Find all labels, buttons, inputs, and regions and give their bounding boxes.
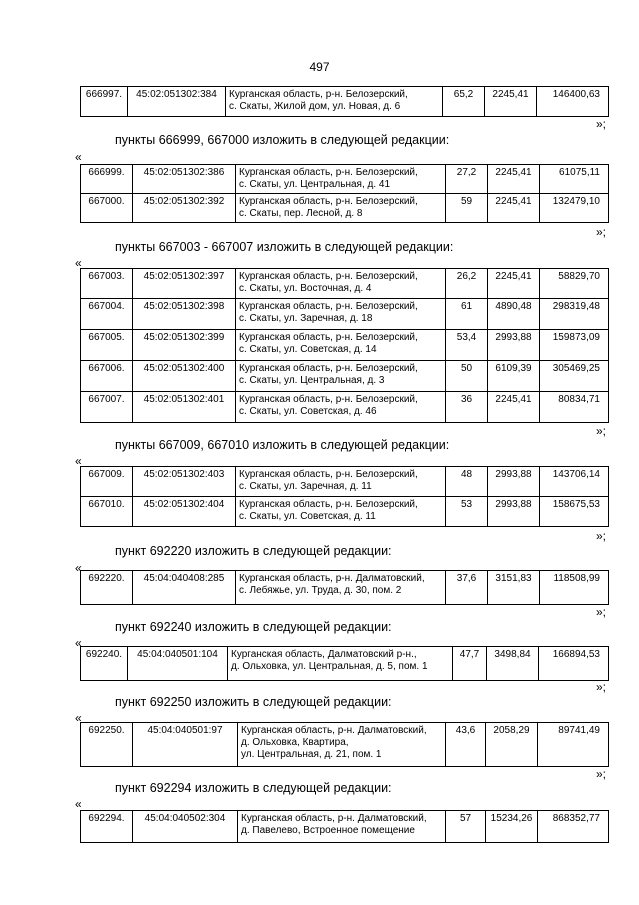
table-row [81, 647, 609, 681]
address-line: с. Скаты, ул. Заречная, д. 18 [239, 313, 373, 324]
item-number-cell: 692240. [81, 647, 128, 681]
total-cell: 118508,99 [540, 571, 609, 605]
cadastral-number-cell: 45:02:051302:397 [133, 269, 236, 299]
item-number-cell: 667003. [81, 269, 133, 299]
opening-quote: « [75, 797, 82, 811]
address-cell [236, 299, 446, 330]
area-cell: 59 [446, 194, 488, 223]
closing-quote: »; [595, 680, 606, 694]
price-cell: 2993,88 [488, 467, 540, 497]
cadastral-number-cell: 45:02:051302:399 [133, 330, 236, 361]
opening-quote: « [75, 454, 82, 468]
cadastral-number-cell: 45:02:051302:386 [133, 165, 236, 194]
table-row [81, 467, 609, 497]
cadastral-number-cell: 45:04:040502:304 [133, 811, 238, 843]
cadastral-number-cell: 45:04:040408:285 [133, 571, 236, 605]
property-table [80, 466, 609, 527]
cadastral-number-cell: 45:02:051302:398 [133, 299, 236, 330]
address-line: с. Скаты, ул. Советская, д. 11 [239, 511, 376, 522]
price-cell: 6109,39 [488, 361, 540, 392]
item-number-cell: 667009. [81, 467, 133, 497]
total-cell: 146400,63 [537, 87, 609, 117]
area-cell: 61 [446, 299, 488, 330]
total-cell: 305469,25 [540, 361, 609, 392]
area-cell: 53,4 [446, 330, 488, 361]
address-line: д. Ольховка, ул. Центральная, д. 5, пом. 1 [231, 661, 428, 672]
address-cell [236, 330, 446, 361]
section-heading: пункты 666999, 667000 изложить в следующей редакции: [115, 133, 450, 147]
address-line: Курганская область, р-н. Белозерский, [239, 196, 418, 207]
property-table [80, 646, 609, 681]
area-cell: 48 [446, 467, 488, 497]
area-cell: 37,6 [446, 571, 488, 605]
address-line: Курганская область, р-н. Далматовский, [241, 813, 427, 824]
price-cell: 15234,26 [486, 811, 538, 843]
address-line: с. Лебяжье, ул. Труда, д. 30, пом. 2 [239, 585, 402, 596]
address-line: Курганская область, р-н. Белозерский, [239, 301, 418, 312]
total-cell: 143706,14 [540, 467, 609, 497]
item-number-cell: 667006. [81, 361, 133, 392]
address-line: д. Павелево, Встроенное помещение [241, 825, 415, 836]
table-row [81, 361, 609, 392]
total-cell: 89741,49 [538, 723, 609, 767]
table-row [81, 299, 609, 330]
area-cell: 27,2 [446, 165, 488, 194]
opening-quote: « [75, 636, 82, 650]
address-cell [238, 811, 446, 843]
address-line: Курганская область, р-н. Белозерский, [239, 332, 418, 343]
area-cell: 53 [446, 497, 488, 527]
cadastral-number-cell: 45:04:040501:104 [128, 647, 228, 681]
section-heading: пункт 692240 изложить в следующей редакции: [115, 620, 392, 634]
cadastral-number-cell: 45:02:051302:400 [133, 361, 236, 392]
total-cell: 166894,53 [539, 647, 609, 681]
address-line: Курганская область, Далматовский р-н., [231, 649, 417, 660]
address-line: с. Скаты, ул. Советская, д. 14 [239, 344, 377, 355]
price-cell: 2058,29 [486, 723, 538, 767]
table-row [81, 330, 609, 361]
section-heading: пункт 692294 изложить в следующей редакции: [115, 781, 392, 795]
item-number-cell: 692294. [81, 811, 133, 843]
address-line: Курганская область, р-н. Белозерский, [239, 167, 418, 178]
section-heading: пункты 667009, 667010 изложить в следующей редакции: [115, 438, 450, 452]
area-cell: 50 [446, 361, 488, 392]
address-line: с. Скаты, ул. Центральная, д. 41 [239, 179, 391, 190]
address-cell [236, 361, 446, 392]
total-cell: 158675,53 [540, 497, 609, 527]
closing-quote: »; [595, 605, 606, 619]
address-line: Курганская область, р-н. Далматовский, [241, 725, 427, 736]
item-number-cell: 666999. [81, 165, 133, 194]
address-line: Курганская область, р-н. Белозерский, [239, 394, 418, 405]
item-number-cell: 667010. [81, 497, 133, 527]
closing-quote: »; [595, 225, 606, 239]
address-line: с. Скаты, пер. Лесной, д. 8 [239, 208, 363, 219]
item-number-cell: 667000. [81, 194, 133, 223]
total-cell: 58829,70 [540, 269, 609, 299]
address-cell [236, 165, 446, 194]
opening-quote: « [75, 256, 82, 270]
address-cell [228, 647, 453, 681]
cadastral-number-cell: 45:02:051302:401 [133, 392, 236, 423]
price-cell: 3151,83 [488, 571, 540, 605]
total-cell: 61075,11 [540, 165, 609, 194]
address-line: с. Скаты, ул. Восточная, д. 4 [239, 283, 372, 294]
cadastral-number-cell: 45:02:051302:384 [128, 87, 226, 117]
closing-quote: »; [595, 424, 606, 438]
price-cell: 2245,41 [488, 392, 540, 423]
item-number-cell: 692220. [81, 571, 133, 605]
address-line: Курганская область, р-н. Белозерский, [239, 499, 418, 510]
price-cell: 2993,88 [488, 497, 540, 527]
table-row [81, 165, 609, 194]
opening-quote: « [75, 150, 82, 164]
address-cell [226, 87, 443, 117]
address-cell [236, 194, 446, 223]
address-cell [236, 467, 446, 497]
address-line: Курганская область, р-н. Белозерский, [239, 469, 418, 480]
cadastral-number-cell: 45:02:051302:404 [133, 497, 236, 527]
total-cell: 159873,09 [540, 330, 609, 361]
cadastral-number-cell: 45:04:040501:97 [133, 723, 238, 767]
property-table [80, 570, 609, 605]
table-row [81, 571, 609, 605]
price-cell: 2245,41 [488, 165, 540, 194]
property-table [80, 164, 609, 223]
address-line: с. Скаты, ул. Центральная, д. 3 [239, 375, 385, 386]
area-cell: 36 [446, 392, 488, 423]
table-row [81, 87, 609, 117]
total-cell: 298319,48 [540, 299, 609, 330]
closing-quote: »; [595, 529, 606, 543]
opening-quote: « [75, 711, 82, 725]
cadastral-number-cell: 45:02:051302:392 [133, 194, 236, 223]
property-table [80, 86, 609, 117]
opening-quote: « [75, 561, 82, 575]
address-line: с. Скаты, ул. Советская, д. 46 [239, 406, 377, 417]
total-cell: 132479,10 [540, 194, 609, 223]
address-line: Курганская область, р-н. Белозерский, [239, 271, 418, 282]
item-number-cell: 667007. [81, 392, 133, 423]
address-line: с. Скаты, Жилой дом, ул. Новая, д. 6 [229, 101, 401, 112]
table-row [81, 811, 609, 843]
address-line: Курганская область, р-н. Белозерский, [239, 363, 418, 374]
total-cell: 868352,77 [538, 811, 609, 843]
property-table [80, 810, 609, 843]
address-line: Курганская область, р-н. Белозерский, [229, 89, 408, 100]
address-cell [236, 392, 446, 423]
address-cell [236, 269, 446, 299]
table-row [81, 497, 609, 527]
address-line: д. Ольховка, Квартира, [241, 737, 349, 748]
price-cell: 2245,41 [488, 194, 540, 223]
area-cell: 47,7 [453, 647, 487, 681]
page-number: 497 [309, 60, 330, 74]
table-row [81, 269, 609, 299]
area-cell: 26,2 [446, 269, 488, 299]
address-line: Курганская область, р-н. Далматовский, [239, 573, 425, 584]
area-cell: 65,2 [443, 87, 485, 117]
section-heading: пункт 692220 изложить в следующей редакции: [115, 544, 392, 558]
section-heading: пункт 692250 изложить в следующей редакции: [115, 695, 392, 709]
address-cell [238, 723, 446, 767]
item-number-cell: 667005. [81, 330, 133, 361]
address-line: с. Скаты, ул. Заречная, д. 11 [239, 481, 372, 492]
table-row [81, 723, 609, 767]
price-cell: 2245,41 [488, 269, 540, 299]
address-line: ул. Центральная, д. 21, пом. 1 [241, 749, 382, 760]
closing-quote: »; [595, 767, 606, 781]
price-cell: 4890,48 [488, 299, 540, 330]
item-number-cell: 666997. [81, 87, 128, 117]
address-cell [236, 571, 446, 605]
property-table [80, 722, 609, 767]
item-number-cell: 667004. [81, 299, 133, 330]
area-cell: 57 [446, 811, 486, 843]
price-cell: 2245,41 [485, 87, 537, 117]
item-number-cell: 692250. [81, 723, 133, 767]
area-cell: 43,6 [446, 723, 486, 767]
price-cell: 3498,84 [487, 647, 539, 681]
table-row [81, 194, 609, 223]
address-cell [236, 497, 446, 527]
section-heading: пункты 667003 - 667007 изложить в следующей редакции: [115, 240, 454, 254]
price-cell: 2993,88 [488, 330, 540, 361]
cadastral-number-cell: 45:02:051302:403 [133, 467, 236, 497]
total-cell: 80834,71 [540, 392, 609, 423]
closing-quote: »; [595, 117, 606, 131]
property-table [80, 268, 609, 423]
table-row [81, 392, 609, 423]
